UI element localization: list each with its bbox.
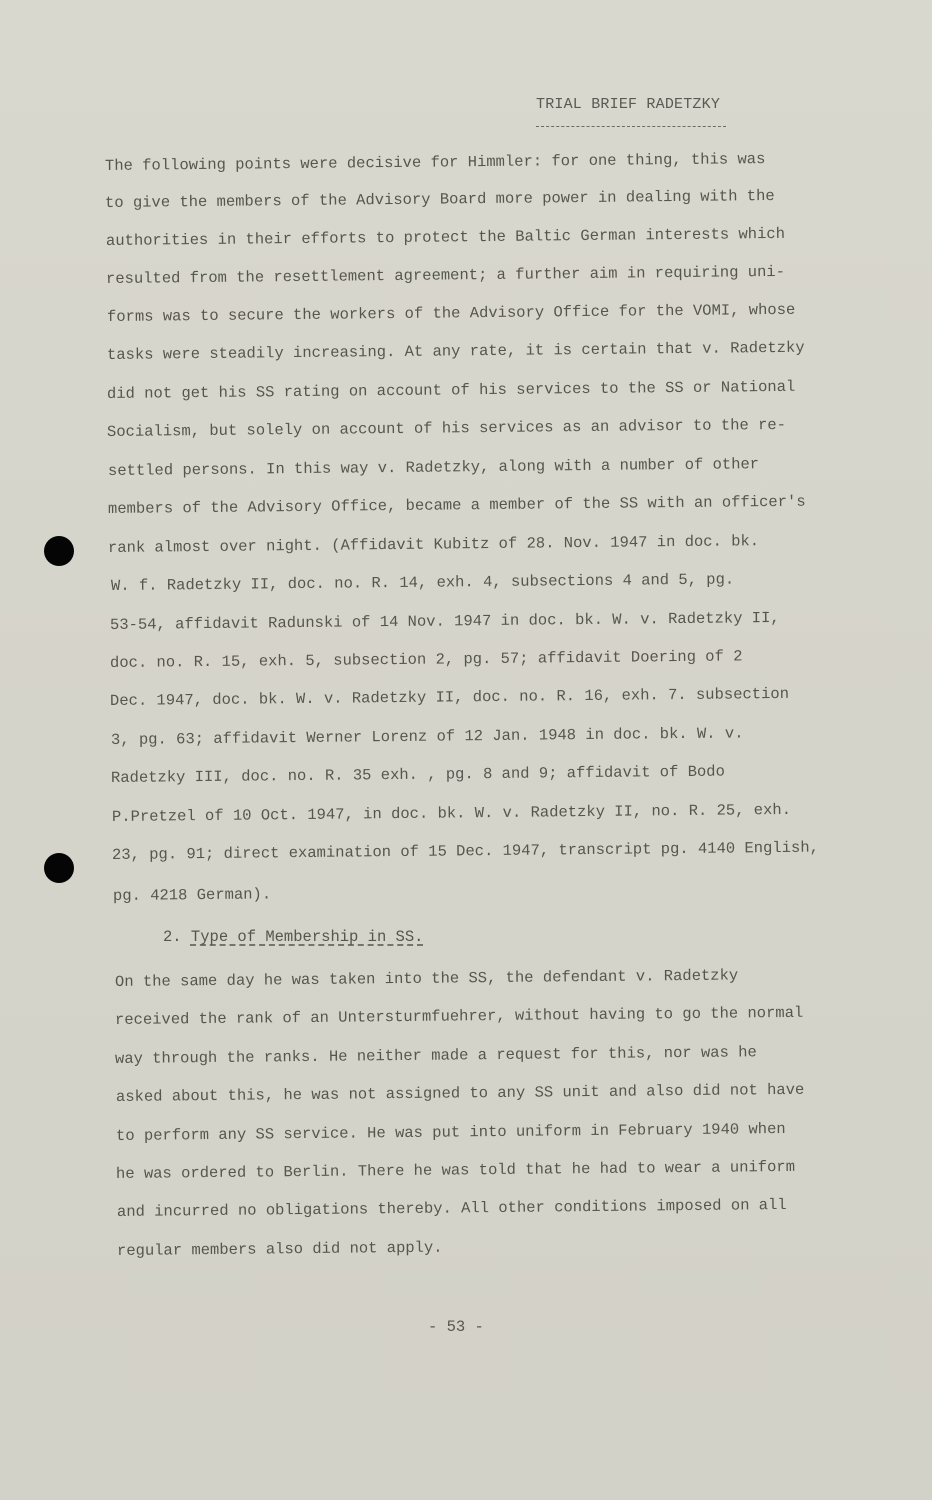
paragraph-line: way through the ranks. He neither made a request for this, nor was he xyxy=(114,1043,757,1068)
paragraph-line: members of the Advisory Office, became a member of the SS with an officer's xyxy=(107,492,806,518)
paragraph-line: resulted from the resettlement agreement; a further aim in requiring uni- xyxy=(105,262,786,288)
punch-hole-top xyxy=(44,536,74,566)
paragraph-line: tasks were steadily increasing. At any rate, it is certain that v. Radetzky xyxy=(106,338,805,364)
paragraph-line: did not get his SS rating on account of his services to the SS or National xyxy=(106,377,796,403)
page-number: - 53 - xyxy=(428,1318,484,1336)
paragraph-line: to give the members of the Advisory Board more power in dealing with the xyxy=(104,186,775,212)
paragraph-line: and incurred no obligations thereby. All other conditions imposed on all xyxy=(116,1195,787,1221)
paragraph-line: Socialism, but solely on account of his services as an advisor to the re- xyxy=(106,415,787,441)
paragraph-line: to perform any SS service. He was put into uniform in February 1940 when xyxy=(115,1119,786,1145)
paragraph-line: Radetzky III, doc. no. R. 35 exh. , pg. 8 and 9; affidavit of Bodo xyxy=(110,762,725,787)
paragraph-line: forms was to secure the workers of the Advisory Office for the VOMI, whose xyxy=(106,300,796,326)
paragraph-line: pg. 4218 German). xyxy=(112,885,272,905)
section-number: 2. xyxy=(163,928,182,946)
paragraph-line: P.Pretzel of 10 Oct. 1947, in doc. bk. W. v. Radetzky II, no. R. 25, exh. xyxy=(111,800,792,826)
paragraph-line: The following points were decisive for Himmler: for one thing, this was xyxy=(104,150,766,175)
paragraph-line: asked about this, he was not assigned to any SS unit and also did not have xyxy=(115,1080,805,1106)
paragraph-line: 3, pg. 63; affidavit Werner Lorenz of 12 Jan. 1948 in doc. bk. W. v. xyxy=(110,724,744,749)
paragraph-line: On the same day he was taken into the SS, the defendant v. Radetzky xyxy=(114,966,739,991)
paragraph-line: settled persons. In this way v. Radetzky, along with a number of other xyxy=(107,455,760,480)
paragraph-line: he was ordered to Berlin. There he was told that he had to wear a uniform xyxy=(115,1157,796,1183)
paragraph-line: doc. no. R. 15, exh. 5, subsection 2, pg. 57; affidavit Doering of 2 xyxy=(109,647,743,672)
paragraph-line: rank almost over night. (Affidavit Kubitz of 28. Nov. 1947 in doc. bk. xyxy=(107,532,760,557)
section-title: Type of Membership in SS. xyxy=(190,928,424,946)
header-underline xyxy=(536,126,726,127)
paragraph-line: 53-54, affidavit Radunski of 14 Nov. 1947 in doc. bk. W. v. Radetzky II, xyxy=(109,608,780,634)
paragraph-line: W. f. Radetzky II, doc. no. R. 14, exh. 4, subsections 4 and 5, pg. xyxy=(110,570,735,595)
paragraph-line: Dec. 1947, doc. bk. W. v. Radetzky II, doc. no. R. 16, exh. 7. subsection xyxy=(109,684,790,710)
paragraph-line: 23, pg. 91; direct examination of 15 Dec. 1947, transcript pg. 4140 English, xyxy=(111,838,819,864)
paragraph-line: received the rank of an Untersturmfuehrer, without having to go the normal xyxy=(114,1003,804,1029)
punch-hole-bottom xyxy=(44,853,74,883)
paragraph-line: authorities in their efforts to protect the Baltic German interests which xyxy=(105,224,786,250)
section-heading xyxy=(163,928,423,946)
document-header-title: TRIAL BRIEF RADETZKY xyxy=(536,96,721,113)
paragraph-line: regular members also did not apply. xyxy=(116,1238,443,1260)
